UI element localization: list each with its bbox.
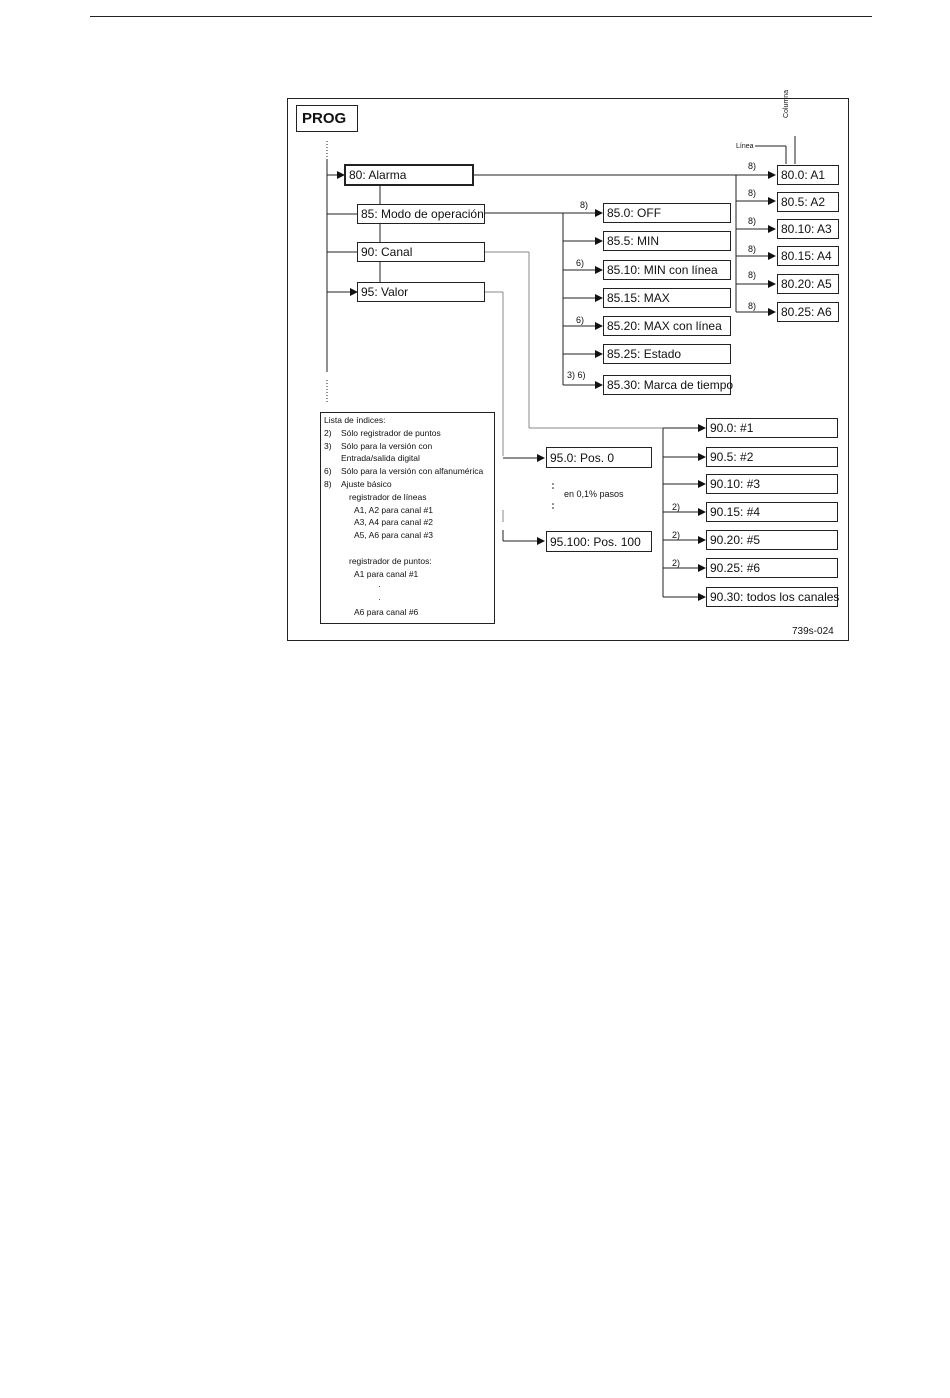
- footnote-ref: 2): [672, 530, 681, 540]
- legend-line: A5, A6 para canal #3: [354, 530, 433, 541]
- footnote-ref: 3) 6): [567, 370, 586, 380]
- legend-subtitle: registrador de líneas: [349, 491, 427, 502]
- legend-line: A6 para canal #6: [354, 606, 419, 617]
- legend-entry: 3) Sólo para la versión con: [324, 440, 433, 451]
- footnote-ref: 2): [672, 558, 681, 568]
- footnote-ref: 8): [748, 161, 757, 171]
- legend-line: A1 para canal #1: [354, 568, 419, 579]
- footnote-ref: 8): [580, 200, 589, 210]
- legend-subtitle: registrador de puntos:: [349, 555, 432, 566]
- menu-value: 95: Valor: [357, 282, 485, 302]
- legend-ellipsis: ·: [378, 581, 381, 592]
- channel-item: 90.25: #6: [706, 558, 838, 578]
- value-item: 95.0: Pos. 0: [546, 447, 652, 468]
- footnote-ref: 8): [748, 244, 757, 254]
- footnote-ref: 8): [748, 216, 757, 226]
- alarm-item: 80.10: A3: [777, 219, 839, 239]
- mode-item: 85.30: Marca de tiempo: [603, 375, 731, 395]
- channel-item: 90.30: todos los canales: [706, 587, 838, 607]
- footnote-ref: 6): [576, 315, 585, 325]
- channel-item: 90.5: #2: [706, 447, 838, 467]
- alarm-item: 80.20: A5: [777, 274, 839, 294]
- channel-item: 90.10: #3: [706, 474, 838, 494]
- alarm-item: 80.15: A4: [777, 246, 839, 266]
- footnote-ref: 2): [672, 502, 681, 512]
- footnote-ref: 8): [748, 270, 757, 280]
- alarm-item: 80.25: A6: [777, 302, 839, 322]
- mode-item: 85.5: MIN: [603, 231, 731, 251]
- alarm-item: 80.0: A1: [777, 165, 839, 185]
- footnote-ref: 6): [576, 258, 585, 268]
- figure-id: 739s-024: [792, 626, 834, 637]
- legend-spacer: [324, 542, 494, 555]
- legend-entry: Entrada/salida digital: [341, 453, 420, 464]
- legend-line: A1, A2 para canal #1: [354, 504, 433, 515]
- mode-item: 85.25: Estado: [603, 344, 731, 364]
- menu-operation-mode: 85: Modo de operación: [357, 204, 485, 224]
- legend-entry: 6) Sólo para la versión con alfanumérica: [324, 466, 484, 477]
- channel-item: 90.0: #1: [706, 418, 838, 438]
- legend-entry: 2) Sólo registrador de puntos: [324, 427, 441, 438]
- footnote-ref: 8): [748, 188, 757, 198]
- legend-title: Lista de índices:: [324, 415, 386, 425]
- mode-item: 85.0: OFF: [603, 203, 731, 223]
- mode-item: 85.20: MAX con línea: [603, 316, 731, 336]
- legend-entry: 8) Ajuste básico: [324, 478, 392, 489]
- mode-item: 85.10: MIN con línea: [603, 260, 731, 280]
- channel-item: 90.20: #5: [706, 530, 838, 550]
- legend-line: A3, A4 para canal #2: [354, 517, 433, 528]
- row-label: Línea: [736, 143, 754, 150]
- value-item: 95.100: Pos. 100: [546, 531, 652, 552]
- step-note: en 0,1% pasos: [564, 489, 624, 499]
- index-legend: [320, 412, 495, 624]
- menu-channel: 90: Canal: [357, 242, 485, 262]
- legend-ellipsis: ·: [378, 594, 381, 605]
- prog-key: PROG: [296, 105, 358, 132]
- alarm-item: 80.5: A2: [777, 192, 839, 212]
- column-label: Columna: [783, 89, 790, 118]
- mode-item: 85.15: MAX: [603, 288, 731, 308]
- menu-alarm: 80: Alarma: [344, 164, 474, 186]
- footnote-ref: 8): [748, 301, 757, 311]
- channel-item: 90.15: #4: [706, 502, 838, 522]
